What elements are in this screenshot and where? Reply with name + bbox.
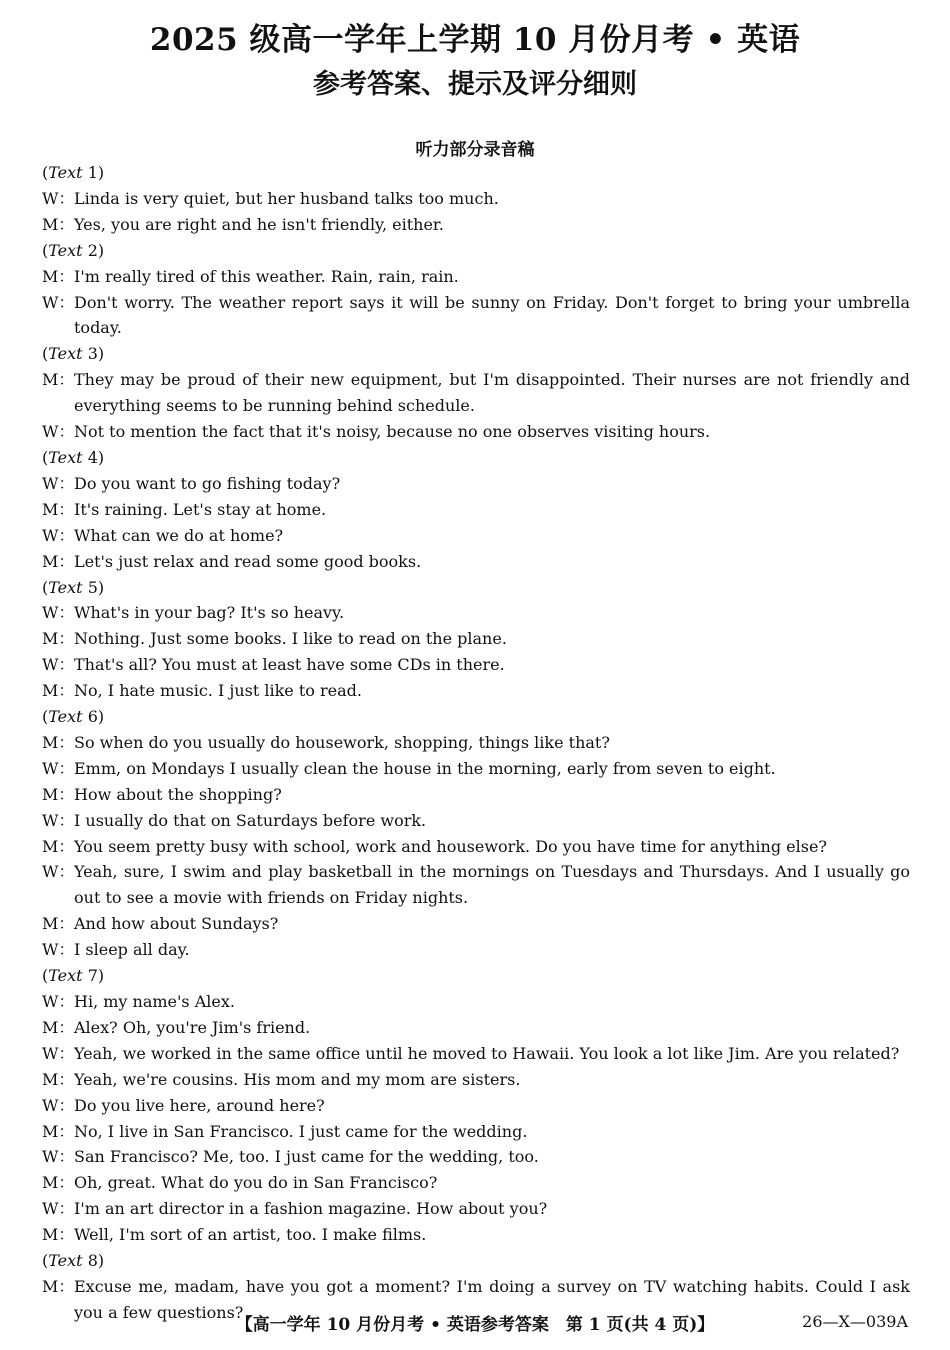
dialogue-line <box>42 989 910 1015</box>
text-label: ( Text 1 ) <box>42 160 910 186</box>
dialogue-text: Let's just relax and read some good books. <box>74 551 422 571</box>
speaker-label: M： <box>42 1069 75 1089</box>
dialogue-text: You seem pretty busy with school, work and housework. Do you have time for anything else? <box>74 836 828 856</box>
footer-exam-code: 26—X—039A <box>802 1312 908 1331</box>
dialogue-text: San Francisco? Me, too. I just came for the wedding, too. <box>74 1147 539 1167</box>
speaker-label: W： <box>42 422 75 442</box>
dialogue-text: Alex? Oh, you're Jim's friend. <box>74 1017 311 1037</box>
text-label-word: Text <box>48 707 83 727</box>
dialogue-text: Do you live here, around here? <box>74 1095 325 1115</box>
speaker-label: W： <box>42 603 75 623</box>
dialogue-text: I sleep all day. <box>74 940 190 960</box>
dialogue-line <box>42 212 910 238</box>
speaker-label: W： <box>42 810 75 830</box>
text-label: ( Text 8 ) <box>42 1248 910 1274</box>
dialogue-line <box>42 290 910 342</box>
speaker-label: M： <box>42 629 75 649</box>
dialogue-text: Not to mention the fact that it's noisy, because no one observes visiting hours. <box>74 422 711 442</box>
speaker-label: M： <box>42 732 75 752</box>
speaker-label: M： <box>42 914 75 934</box>
speaker-label: W： <box>42 292 75 312</box>
speaker-label: W： <box>42 992 75 1011</box>
dialogue-text: Yeah, we worked in the same office until he moved to Hawaii. You look a lot like Jim. Are you related? <box>74 1043 900 1063</box>
speaker-label: W： <box>42 1147 75 1167</box>
dialogue-line <box>42 1015 910 1041</box>
text-label: ( Text 6 ) <box>42 704 910 730</box>
dialogue-line <box>42 1067 910 1093</box>
dialogue-text: Yes, you are right and he isn't friendly, either. <box>74 214 444 234</box>
dialogue-line <box>42 730 910 756</box>
dialogue-line <box>42 937 910 963</box>
dialogue-text: I'm an art director in a fashion magazine. How about you? <box>74 1199 548 1219</box>
dialogue-line <box>42 1196 910 1222</box>
dialogue-line <box>42 471 910 497</box>
transcript <box>42 160 910 1326</box>
dialogue-text: Don't worry. The weather report says it will be sunny on Friday. Don't forget to bring your umbrella today. <box>74 292 910 338</box>
text-label: ( Text 5 ) <box>42 575 910 601</box>
dialogue-line <box>42 756 910 782</box>
text-label-word: Text <box>48 966 83 986</box>
dialogue-text: What can we do at home? <box>74 525 284 545</box>
section-title: 听力部分录音稿 <box>415 140 535 160</box>
speaker-label: M： <box>42 1225 75 1245</box>
dialogue-text: Nothing. Just some books. I like to read on the plane. <box>74 629 507 649</box>
speaker-label: M： <box>42 370 75 390</box>
speaker-label: M： <box>42 681 75 701</box>
text-label-number: 1 <box>87 163 98 182</box>
dialogue-text: Yeah, sure, I swim and play basketball in the mornings on Tuesdays and Thursdays. And I usually go out to see a movie with friends on Friday nights. <box>74 862 910 908</box>
dialogue-line <box>42 1119 910 1145</box>
speaker-label: M： <box>42 784 75 804</box>
text-label-word: Text <box>48 344 83 364</box>
dialogue-line <box>42 1144 910 1170</box>
dialogue-line <box>42 1093 910 1119</box>
dialogue-text: I'm really tired of this weather. Rain, rain, rain. <box>74 266 459 286</box>
dialogue-line <box>42 186 910 212</box>
text-label: ( Text 2 ) <box>42 238 910 264</box>
speaker-label: W： <box>42 473 75 493</box>
speaker-label: W： <box>42 758 75 778</box>
speaker-label: M： <box>42 1121 75 1141</box>
text-label-word: Text <box>48 577 83 597</box>
dialogue-text: Emm, on Mondays I usually clean the house in the morning, early from seven to eight. <box>74 758 776 778</box>
dialogue-line <box>42 782 910 808</box>
speaker-label: M： <box>42 551 75 571</box>
dialogue-line <box>42 1041 910 1067</box>
dialogue-text: Linda is very quiet, but her husband talks too much. <box>74 188 499 208</box>
speaker-label: M： <box>42 266 75 286</box>
dialogue-text: Excuse me, madam, have you got a moment? I'm doing a survey on TV watching habits. Could I ask you a few questions? <box>74 1276 910 1322</box>
dialogue-line <box>42 652 910 678</box>
speaker-label: W： <box>42 1095 75 1115</box>
dialogue-text: Hi, my name's Alex. <box>74 992 235 1011</box>
dialogue-text: It's raining. Let's stay at home. <box>74 499 327 519</box>
speaker-label: M： <box>42 1276 75 1296</box>
dialogue-text: Do you want to go fishing today? <box>74 473 341 493</box>
dialogue-text: They may be proud of their new equipment, but I'm disappointed. Their nurses are not friendly and everything seems to be running behind schedule. <box>74 370 910 416</box>
speaker-label: W： <box>42 525 75 545</box>
speaker-label: M： <box>42 214 75 234</box>
dialogue-text: No, I hate music. I just like to read. <box>74 681 362 701</box>
text-label-number: 6 <box>87 707 98 727</box>
text-label: ( Text 7 ) <box>42 963 910 989</box>
dialogue-text: So when do you usually do housework, shopping, things like that? <box>74 732 610 752</box>
speaker-label: M： <box>42 1173 75 1193</box>
dialogue-text: That's all? You must at least have some CDs in there. <box>74 655 505 675</box>
dialogue-line <box>42 1222 910 1248</box>
text-label-number: 5 <box>87 577 98 597</box>
dialogue-line <box>42 1170 910 1196</box>
text-label-word: Text <box>48 240 83 260</box>
dialogue-text: Well, I'm sort of an artist, too. I make films. <box>74 1225 427 1245</box>
speaker-label: M： <box>42 1017 75 1037</box>
dialogue-text: Oh, great. What do you do in San Francisco? <box>74 1173 438 1193</box>
dialogue-text: Yeah, we're cousins. His mom and my mom are sisters. <box>74 1069 521 1089</box>
speaker-label: W： <box>42 655 75 675</box>
dialogue-line <box>42 367 910 419</box>
text-label-word: Text <box>48 163 83 182</box>
speaker-label: W： <box>42 940 75 960</box>
dialogue-line <box>42 859 910 911</box>
dialogue-text: How about the shopping? <box>74 784 282 804</box>
speaker-label: W： <box>42 188 75 208</box>
speaker-label: W： <box>42 862 75 882</box>
dialogue-line <box>42 834 910 860</box>
dialogue-line <box>42 678 910 704</box>
text-label-number: 7 <box>87 966 98 986</box>
dialogue-text: No, I live in San Francisco. I just came for the wedding. <box>74 1121 528 1141</box>
dialogue-line <box>42 419 910 445</box>
text-label-number: 8 <box>87 1251 98 1271</box>
dialogue-text: What's in your bag? It's so heavy. <box>74 603 345 623</box>
speaker-label: M： <box>42 836 75 856</box>
dialogue-text: And how about Sundays? <box>74 914 279 934</box>
text-label-word: Text <box>48 447 83 467</box>
dialogue-line <box>42 808 910 834</box>
text-label: ( Text 3 ) <box>42 341 910 367</box>
text-label-number: 2 <box>87 240 98 260</box>
page-subtitle: 参考答案、提示及评分细则 <box>313 69 637 100</box>
dialogue-line <box>42 911 910 937</box>
text-label-number: 4 <box>87 447 98 467</box>
speaker-label: W： <box>42 1199 75 1219</box>
dialogue-line <box>42 600 910 626</box>
dialogue-line <box>42 264 910 290</box>
page-title: 2025 级高一学年上学期 10 月份月考 • 英语 <box>149 22 801 58</box>
dialogue-line <box>42 523 910 549</box>
dialogue-line <box>42 626 910 652</box>
text-label-word: Text <box>48 1251 83 1271</box>
text-label: ( Text 4 ) <box>42 445 910 471</box>
text-label-number: 3 <box>87 344 98 364</box>
footer-page-info: 【高一学年 10 月份月考 • 英语参考答案 第 1 页(共 4 页)】 <box>235 1315 715 1335</box>
speaker-label: W： <box>42 1043 75 1063</box>
dialogue-text: I usually do that on Saturdays before work. <box>74 810 427 830</box>
dialogue-line <box>42 497 910 523</box>
dialogue-line <box>42 549 910 575</box>
speaker-label: M： <box>42 499 75 519</box>
